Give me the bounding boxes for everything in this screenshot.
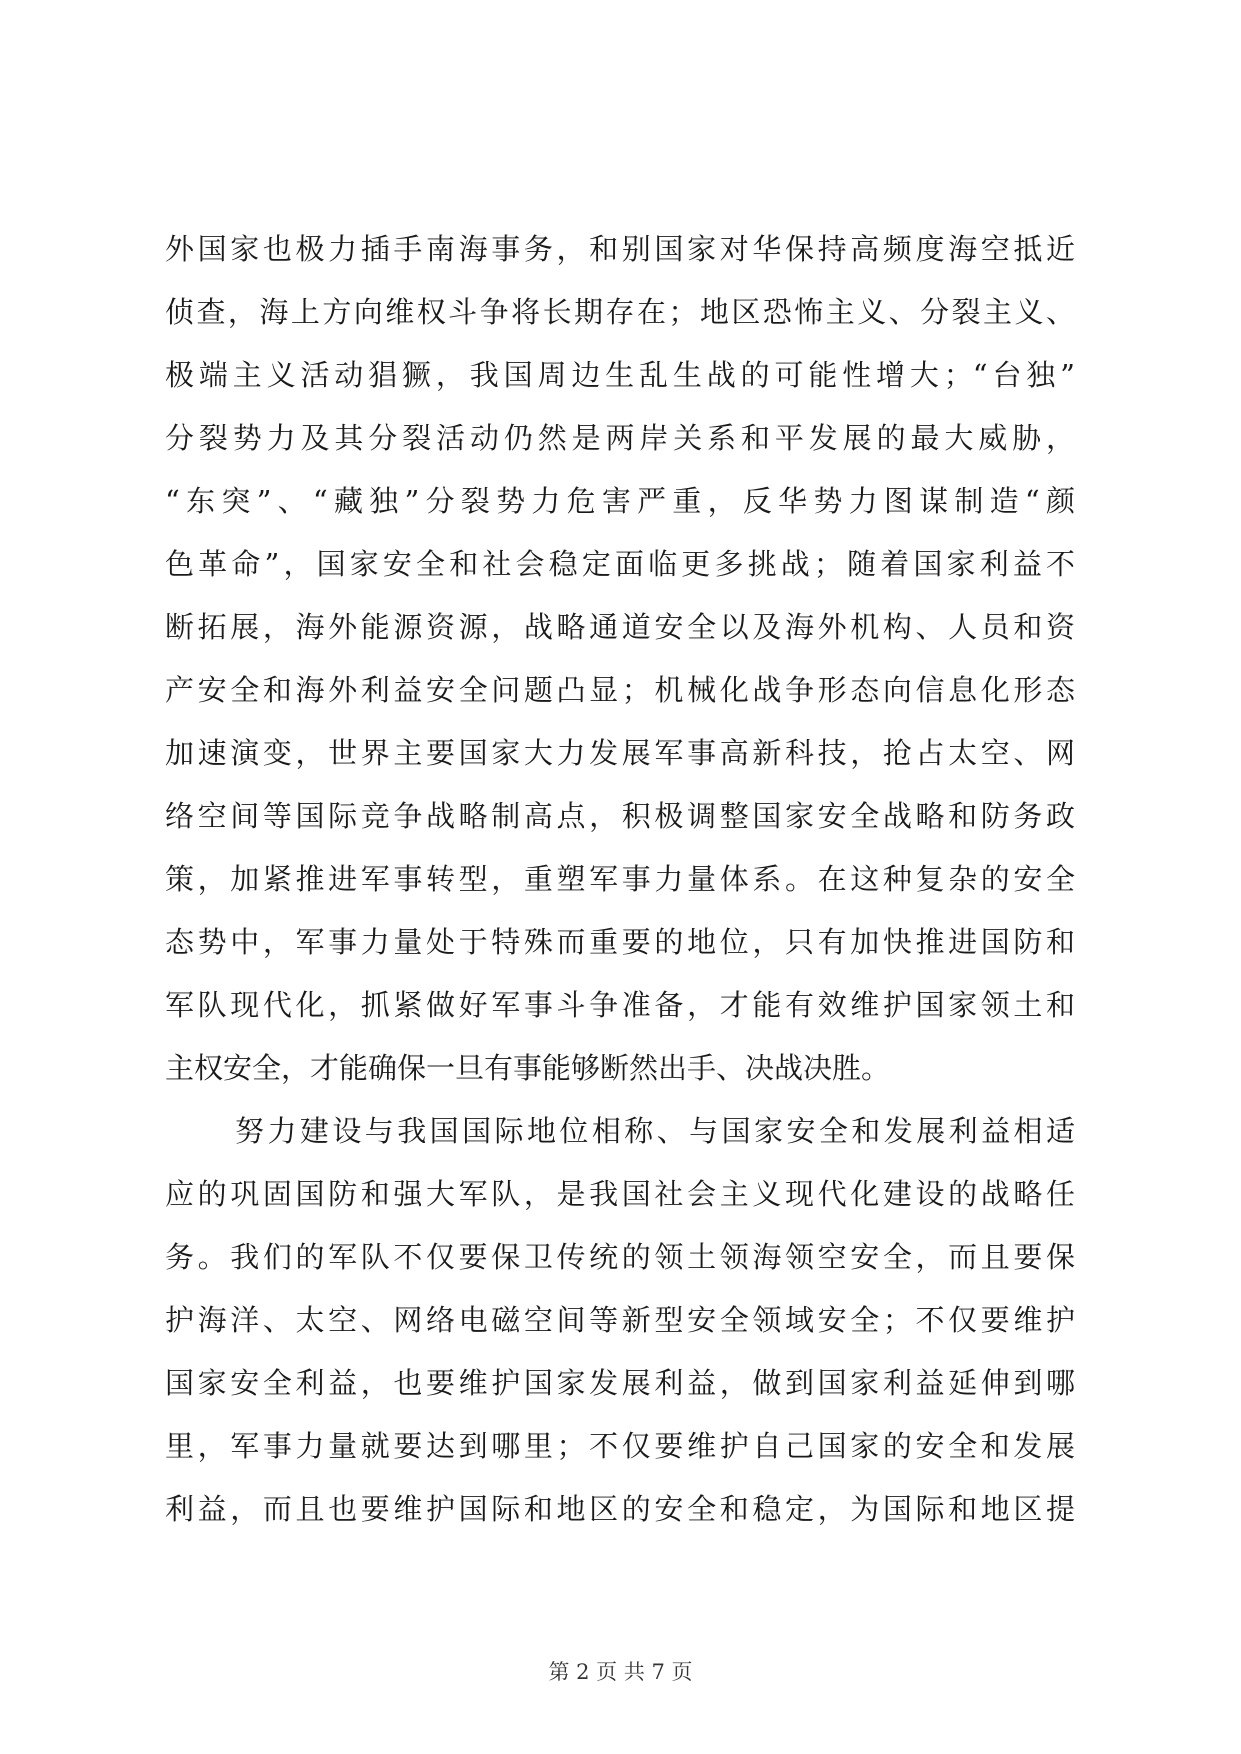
text-line: 国家安全利益，也要维护国家发展利益，做到国家利益延伸到哪 (165, 1366, 1075, 1400)
text-line: 主权安全，才能确保一旦有事能够断然出手、决战决胜。 (165, 1051, 891, 1085)
text-line: 努力建设与我国国际地位相称、与国家安全和发展利益相适 (235, 1114, 1075, 1148)
text-line: 络空间等国际竞争战略制高点，积极调整国家安全战略和防务政 (165, 799, 1075, 833)
text-line: 务。我们的军队不仅要保卫传统的领土领海领空安全，而且要保 (165, 1240, 1075, 1274)
text-line: 应的巩固国防和强大军队，是我国社会主义现代化建设的战略任 (165, 1177, 1075, 1211)
text-line: “东突”、“藏独”分裂势力危害严重，反华势力图谋制造“颜 (165, 484, 1075, 518)
text-line: 护海洋、太空、网络电磁空间等新型安全领域安全；不仅要维护 (165, 1303, 1075, 1337)
text-line: 加速演变，世界主要国家大力发展军事高新科技，抢占太空、网 (165, 736, 1075, 770)
text-line: 断拓展，海外能源资源，战略通道安全以及海外机构、人员和资 (165, 610, 1075, 644)
text-line: 产安全和海外利益安全问题凸显；机械化战争形态向信息化形态 (165, 673, 1075, 707)
text-line: 外国家也极力插手南海事务，和别国家对华保持高频度海空抵近 (165, 232, 1075, 266)
text-line: 分裂势力及其分裂活动仍然是两岸关系和平发展的最大威胁， (165, 421, 1075, 455)
text-line: 利益，而且也要维护国际和地区的安全和稳定，为国际和地区提 (165, 1492, 1075, 1526)
text-line: 侦查，海上方向维权斗争将长期存在；地区恐怖主义、分裂主义、 (165, 295, 1075, 329)
document-body (165, 218, 1075, 1541)
paragraph-2 (165, 1100, 1075, 1541)
text-line: 策，加紧推进军事转型，重塑军事力量体系。在这种复杂的安全 (165, 862, 1075, 896)
paragraph-1 (165, 218, 1075, 1100)
text-line: 军队现代化，抓紧做好军事斗争准备，才能有效维护国家领土和 (165, 988, 1075, 1022)
text-line: 态势中，军事力量处于特殊而重要的地位，只有加快推进国防和 (165, 925, 1075, 959)
text-line: 里，军事力量就要达到哪里；不仅要维护自己国家的安全和发展 (165, 1429, 1075, 1463)
text-line: 色革命”，国家安全和社会稳定面临更多挑战；随着国家利益不 (165, 547, 1075, 581)
page-number-footer: 第 2 页 共 7 页 (548, 1660, 693, 1684)
text-line: 极端主义活动猖獗，我国周边生乱生战的可能性增大；“台独” (165, 358, 1075, 392)
